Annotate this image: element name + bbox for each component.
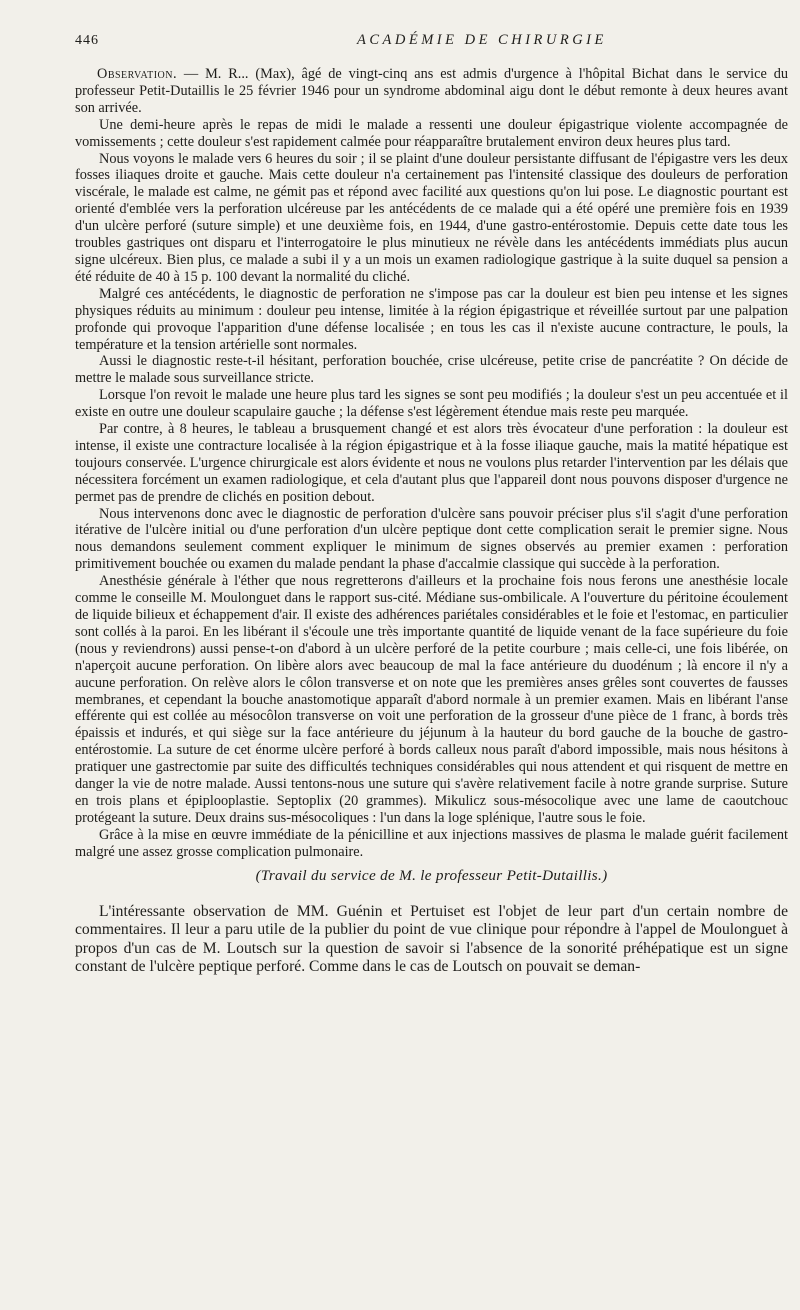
- observation-intro-text: — M. R... (Max), âgé de vingt-cinq ans est admis d'urgence à l'hôpital Bichat dans le service du professeur Petit-Dutaillis le 25 février 1946 pour un syndrome abdominal aigu dont le début remonte à deux heures avant son arrivée.: [75, 66, 788, 116]
- service-credit: (Travail du service de M. le professeur Petit-Dutaillis.): [255, 866, 608, 884]
- observation-paragraph: Nous voyons le malade vers 6 heures du soir ; il se plaint d'une douleur persistante diffusant de l'épigastre vers les deux fosses iliaques droite et gauche. Mais cette douleur n'a certainement pas l'intensité classique des douleurs de perforation viscérale, le malade est calme, ne gémit pas et répond avec facilité aux questions qu'on lui pose. Le diagnostic pourtant est orienté d'emblée vers la perforation ulcéreuse par les antécédents de ce malade qui a été opéré une première fois en 1939 d'un ulcère perforé (suture simple) et une deuxième fois, en 1944, d'une gastro-entérostomie. Depuis cette date tous les troubles gastriques ont disparu et l'interrogatoire le plus minutieux ne révèle dans les antécédents immédiats plus aucun signe ulcéreux. Bien plus, ce malade a subi il y a un mois un examen radiologique gastrique à la suite duquel sa pension a été réduite de 40 à 15 p. 100 devant la normalité du cliché.: [75, 150, 788, 285]
- commentary-section: [75, 903, 788, 977]
- observation-paragraph: Par contre, à 8 heures, le tableau a brusquement changé et est alors très évocateur d'une perforation : la douleur est intense, il existe une contracture localisée à la région épigastrique et à la fosse iliaque gauche, mais la matité hépatique est toujours conservée. L'urgence chirurgicale est alors évidente et nous ne voulons plus retarder l'intervention par les délais que nécessitera forcément un examen radiologique, et cela d'autant plus que l'appareil dont nous pouvons disposer d'urgence ne permet pas de prendre de clichés en position debout.: [75, 421, 788, 505]
- observation-section: [75, 66, 788, 861]
- observation-paragraph: Grâce à la mise en œuvre immédiate de la pénicilline et aux injections massives de plasma le malade guérit facilement malgré une assez grosse complication pulmonaire.: [75, 826, 788, 860]
- observation-label: Observation.: [97, 66, 178, 82]
- observation-paragraph: Anesthésie générale à l'éther que nous regretterons d'ailleurs et la prochaine fois nous ferons une anesthésie locale comme le conseille M. Moulonguet dans le rapport sus-cité. Médiane sus-ombilicale. A l'ouverture du péritoine écoulement de liquide bilieux et échappement d'air. Il existe des adhérences pariétales considérables et le foie et l'estomac, en particulier sont collés à la paroi. En les libérant il s'écoule une très importante quantité de liquide venant de la face supérieure du foie (nous y reviendrons) aussi pense-t-on d'abord à un ulcère perforé de la petite courbure ; mais celle-ci, une fois libérée, on n'aperçoit aucune perforation. On libère alors avec beaucoup de mal la face antérieure du duodénum ; là encore il n'y a aucune perforation. On relève alors le côlon transverse et on note que les premières anses grêles sont couvertes de fausses membranes, et cependant la bouche anastomotique apparaît d'abord normale à un premier examen. Mais en libérant l'anse efférente qui est collée au mésocôlon transverse on voit une perforation de la grosseur d'une pièce de 1 franc, à bords très épaissis et indurés, et qui siège sur la face antérieure du jéjunum à la hauteur du bord gauche de la bouche de gastro-entérostomie. La suture de cet énorme ulcère perforé à bords calleux nous paraît d'abord impossible, mais nous hésitons à pratiquer une gastrectomie par suite des difficultés techniques considérables qui nous attendent et qui risquent de mettre en danger la vie de notre malade. Aussi tentons-nous une suture qui s'avère relativement facile à notre grande surprise. Suture en trois plans et épiplooplastie. Septoplix (20 grammes). Mikulicz sous-mésocolique avec une lame de caoutchouc protégeant la suture. Deux drains sus-mésocoliques : l'un dans la loge splénique, l'autre sous le foie.: [75, 573, 788, 826]
- observation-paragraph: Aussi le diagnostic reste-t-il hésitant, perforation bouchée, crise ulcéreuse, petite crise de pancréatite ? On décide de mettre le malade sous surveillance stricte.: [75, 353, 788, 387]
- journal-title: ACADÉMIE DE CHIRURGIE: [357, 32, 607, 48]
- observation-intro: [75, 66, 788, 117]
- observation-paragraph: Lorsque l'on revoit le malade une heure plus tard les signes se sont peu modifiés ; la douleur s'est un peu accentuée et il existe en outre une douleur scapulaire gauche ; la défense s'est légèrement étendue mais reste peu marquée.: [75, 387, 788, 421]
- observation-paragraph: Une demi-heure après le repas de midi le malade a ressenti une douleur épigastrique violente accompagnée de vomissements ; cette douleur s'est rapidement calmée pour réapparaître brutalement environ deux heures plus tard.: [75, 116, 788, 150]
- page-number: 446: [75, 33, 99, 48]
- running-header: [75, 32, 788, 62]
- commentary-paragraph: L'intéressante observation de MM. Guénin et Pertuiset est l'objet de leur part d'un certain nombre de commentaires. Il leur a paru utile de la publier du point de vue clinique pour répondre à l'appel de Moulonguet à propos d'un cas de M. Loutsch sur la question de savoir si l'absence de la sonorité préhépatique est un signe constant de l'ulcère peptique perforé. Comme dans le cas de Loutsch on pouvait se deman-: [75, 902, 788, 976]
- observation-paragraph: Malgré ces antécédents, le diagnostic de perforation ne s'impose pas car la douleur est bien peu intense et les signes physiques réduits au minimum : douleur peu intense, limitée à la région épigastrique et réveillée surtout par une palpation profonde qui provoque l'apparition d'une défense localisée ; en tous les cas il n'existe aucune contracture, le pouls, la température et la tension artérielle sont normales.: [75, 285, 788, 353]
- observation-paragraph: Nous intervenons donc avec le diagnostic de perforation d'ulcère sans pouvoir préciser plus s'il s'agit d'une perforation itérative de l'ulcère initial ou d'une perforation d'un ulcère peptique dont cette complication serait le premier signe. Nous nous demandons seulement comment expliquer le minimum de signes observés au premier examen : perforation primitivement bouchée ou examen du malade pendant la phase d'accalmie classique qui succède à la perforation.: [75, 505, 788, 573]
